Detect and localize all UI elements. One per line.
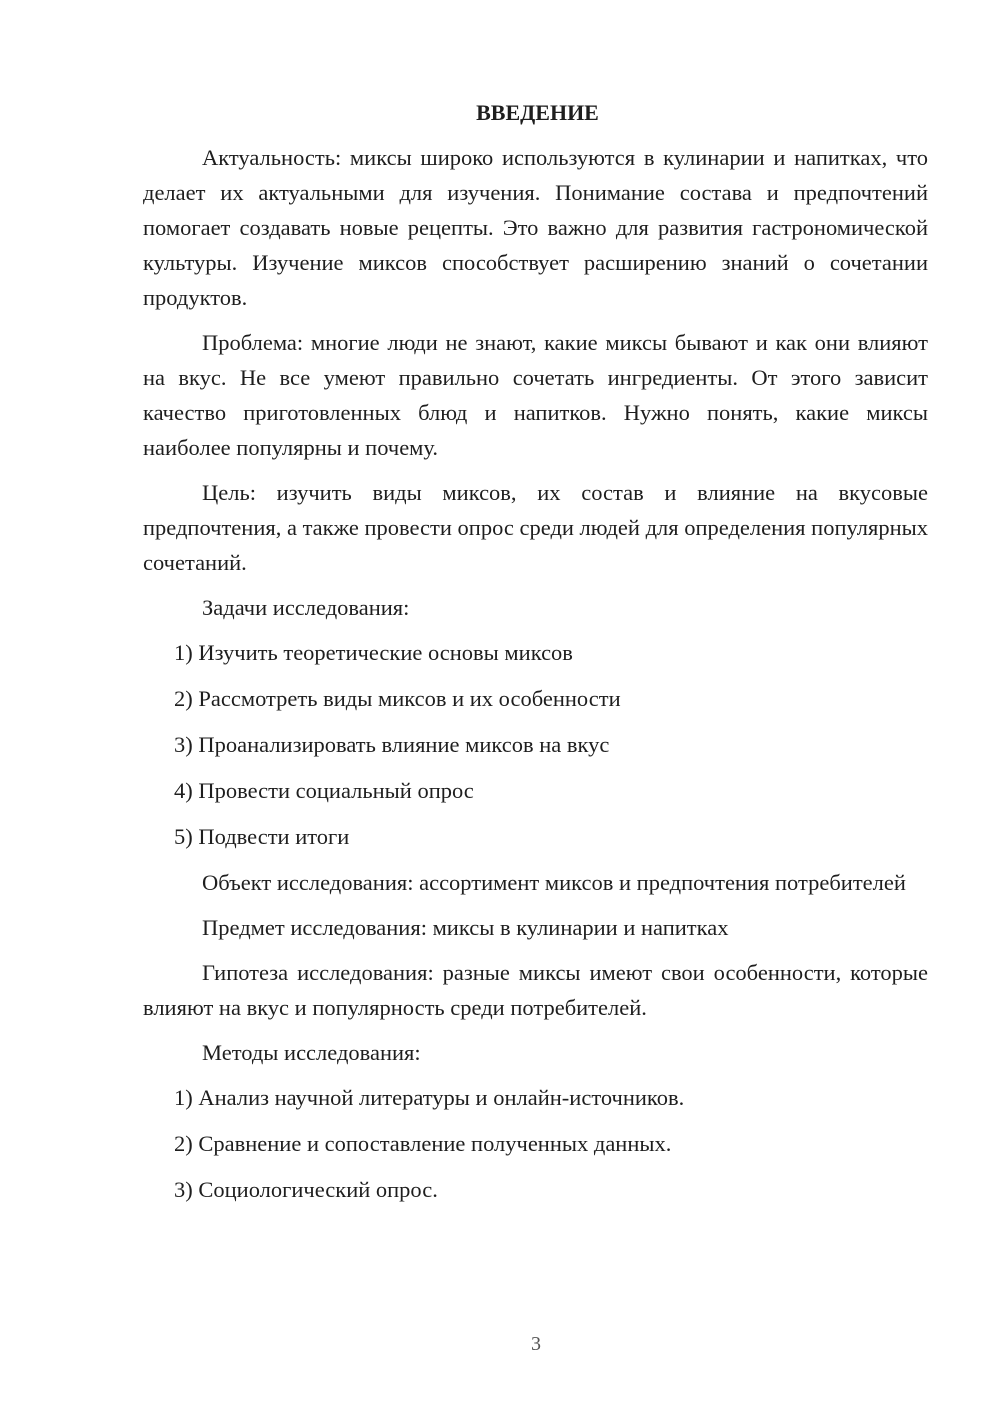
list-item: 3) Проанализировать влияние миксов на вкус — [174, 732, 610, 757]
page-number: 3 — [531, 1333, 541, 1355]
section-heading: ВВЕДЕНИЕ — [476, 100, 599, 125]
problem-paragraph: Проблема: многие люди не знают, какие миксы бывают и как они влияют на вкус. Не все умеют правильно сочетать ингредиенты. От этого зависит качество приготовленных блюд и напитков. Нужно понять, какие миксы наиболее популярны и почему. — [143, 330, 928, 460]
list-item: 5) Подвести итоги — [174, 824, 350, 849]
list-item: 1) Изучить теоретические основы миксов — [174, 640, 573, 665]
object-paragraph: Объект исследования: ассортимент миксов и предпочтения потребителей — [202, 870, 906, 895]
list-item: 4) Провести социальный опрос — [174, 778, 474, 803]
goal-paragraph: Цель: изучить виды миксов, их состав и влияние на вкусовые предпочтения, а также провести опрос среди людей для определения популярных сочетаний. — [143, 480, 928, 575]
tasks-title: Задачи исследования: — [202, 595, 410, 620]
methods-list — [143, 1080, 928, 1207]
list-item: 2) Сравнение и сопоставление полученных данных. — [174, 1131, 672, 1156]
subject-paragraph: Предмет исследования: миксы в кулинарии и напитках — [202, 915, 729, 940]
list-item: 1) Анализ научной литературы и онлайн-источников. — [174, 1085, 685, 1110]
hypothesis-paragraph: Гипотеза исследования: разные миксы имеют свои особенности, которые влияют на вкус и популярность среди потребителей. — [143, 960, 928, 1020]
tasks-list — [143, 635, 928, 854]
page-content — [143, 95, 928, 1218]
list-item: 2) Рассмотреть виды миксов и их особенности — [174, 686, 621, 711]
list-item: 3) Социологический опрос. — [174, 1177, 438, 1202]
relevance-paragraph: Актуальность: миксы широко используются в кулинарии и напитках, что делает их актуальными для изучения. Понимание состава и предпочтений помогает создавать новые рецепты. Это важно для развития гастрономической культуры. Изучение миксов способствует расширению знаний о сочетании продуктов. — [143, 145, 928, 310]
methods-title: Методы исследования: — [202, 1040, 421, 1065]
